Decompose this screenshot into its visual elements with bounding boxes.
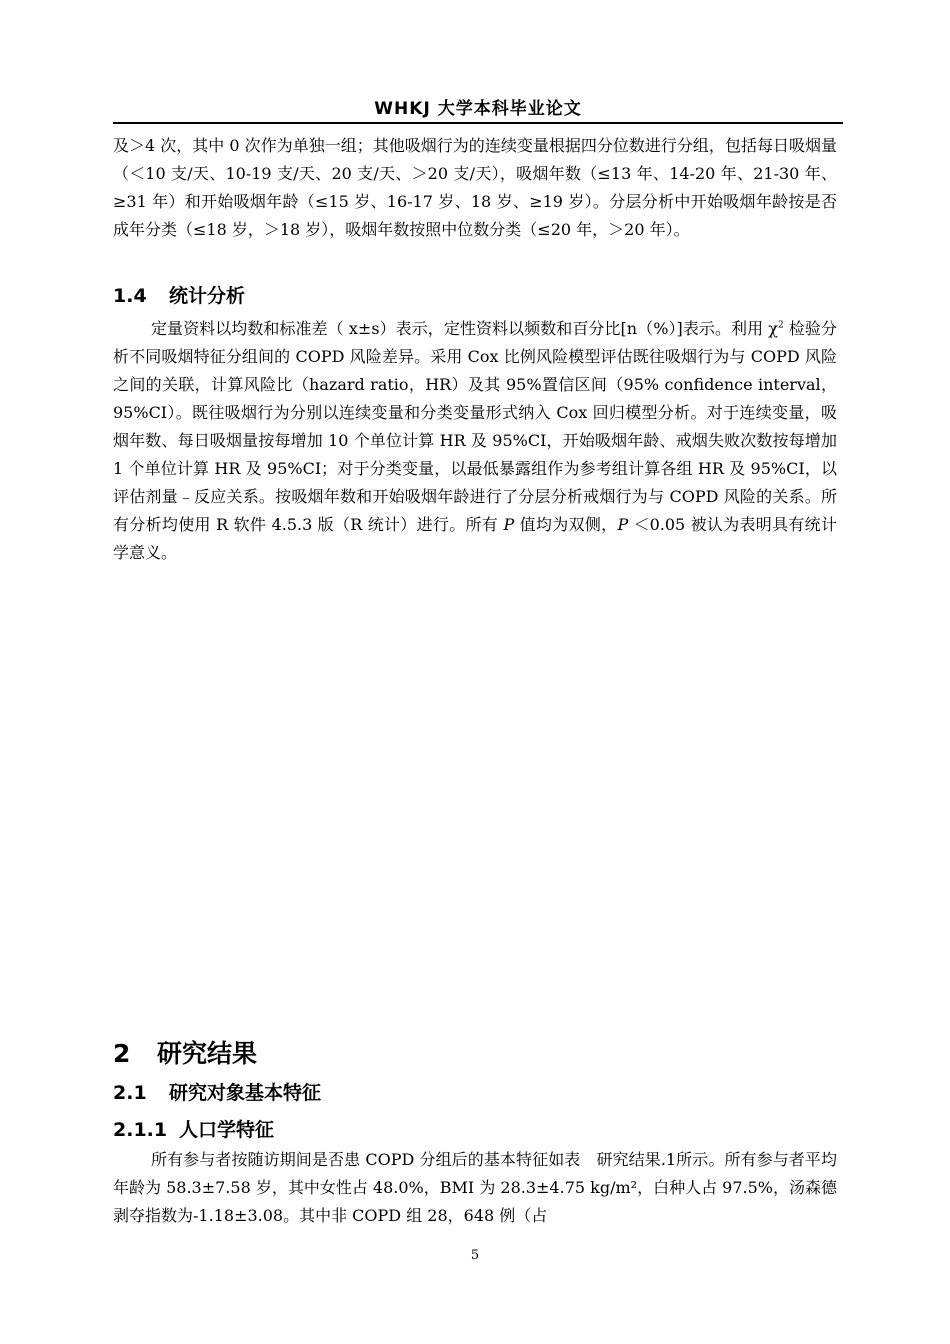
- paragraph-grouping: 及＞4 次，其中 0 次作为单独一组；其他吸烟行为的连续变量根据四分位数进行分组，包括每日吸烟量（＜10 支/天、10-19 支/天、20 支/天、＞20 支/天），吸烟年数（≤13 年、14-20 年、21-30 年、≥31 年）和开始吸烟年龄（≤15 岁、16-17 岁、18 岁、≥19 岁）。分层分析中开始吸烟年龄按是否成年分类（≤18 岁，＞18 岁），吸烟年数按照中位数分类（≤20 年，＞20 年）。: [113, 136, 837, 239]
- heading-2-1-1-title: 人口学特征: [179, 1119, 275, 1141]
- heading-2-number: 2: [113, 1039, 131, 1068]
- p-symbol-1: P: [503, 515, 515, 534]
- header-rule: [113, 122, 843, 124]
- stats-text-2: 检验分析不同吸烟特征分组间的 COPD 风险差异。采用 Cox 比例风险模型评估既往吸烟行为与 COPD 风险之间的关联，计算风险比（hazard ratio，HR）及其 95%置信区间（95% confidence interval，95%CI）。既往吸烟行为分别以连续变量和分类变量形式纳入 Cox 回归模型分析。对于连续变量，吸烟年数、每日吸烟量按每增加 10 个单位计算 HR 及 95%CI，开始吸烟年龄、戒烟失败次数按每增加 1 个单位计算 HR 及 95%CI；对于分类变量，以最低暴露组作为参考组计算各组 HR 及 95%CI，以评估剂量﹣反应关系。按吸烟年数和开始吸烟年龄进行了分层分析戒烟行为与 COPD 风险的关系。所有分析均使用 R 软件 4.5.3 版（R 统计）进行。所有: [113, 319, 837, 534]
- p-symbol-2: P: [617, 515, 629, 534]
- heading-1-4-title: 统计分析: [169, 285, 246, 307]
- paragraph-demographics: 所有参与者按随访期间是否患 COPD 分组后的基本特征如表 研究结果.1所示。所有参与者平均年龄为 58.3±7.58 岁，其中女性占 48.0%，BMI 为 28.3±4.75 kg/m²，白种人占 97.5%，汤森德剥夺指数为-1.18±3.08。其中非 COPD 组 28，648 例（占: [113, 1150, 837, 1225]
- paragraph-statistics: [113, 315, 837, 605]
- heading-2-1-1-number: 2.1.1: [113, 1119, 168, 1141]
- heading-2-1-number: 2.1: [113, 1082, 147, 1104]
- stats-text-4: ＜0.05 被认为表明具有统计学意义。: [113, 515, 837, 562]
- heading-2-1-title: 研究对象基本特征: [169, 1082, 322, 1104]
- chi-square-superscript: 2: [777, 320, 784, 331]
- page-header: [113, 94, 843, 122]
- header-title: WHKJ 大学本科毕业论文: [374, 99, 582, 119]
- heading-1-4: [113, 281, 245, 308]
- stats-text-3: 值均为双侧，: [514, 515, 618, 534]
- heading-2-1-1: [113, 1115, 274, 1142]
- heading-2-1: [113, 1078, 321, 1105]
- heading-1-4-number: 1.4: [113, 285, 147, 307]
- page-number: 5: [470, 1248, 480, 1263]
- stats-text-1: 定量资料以均数和标准差（ x±s）表示，定性资料以频数和百分比[n（%）]表示。利用 χ: [151, 319, 778, 338]
- heading-2-title: 研究结果: [157, 1039, 258, 1068]
- heading-2: [113, 1034, 257, 1070]
